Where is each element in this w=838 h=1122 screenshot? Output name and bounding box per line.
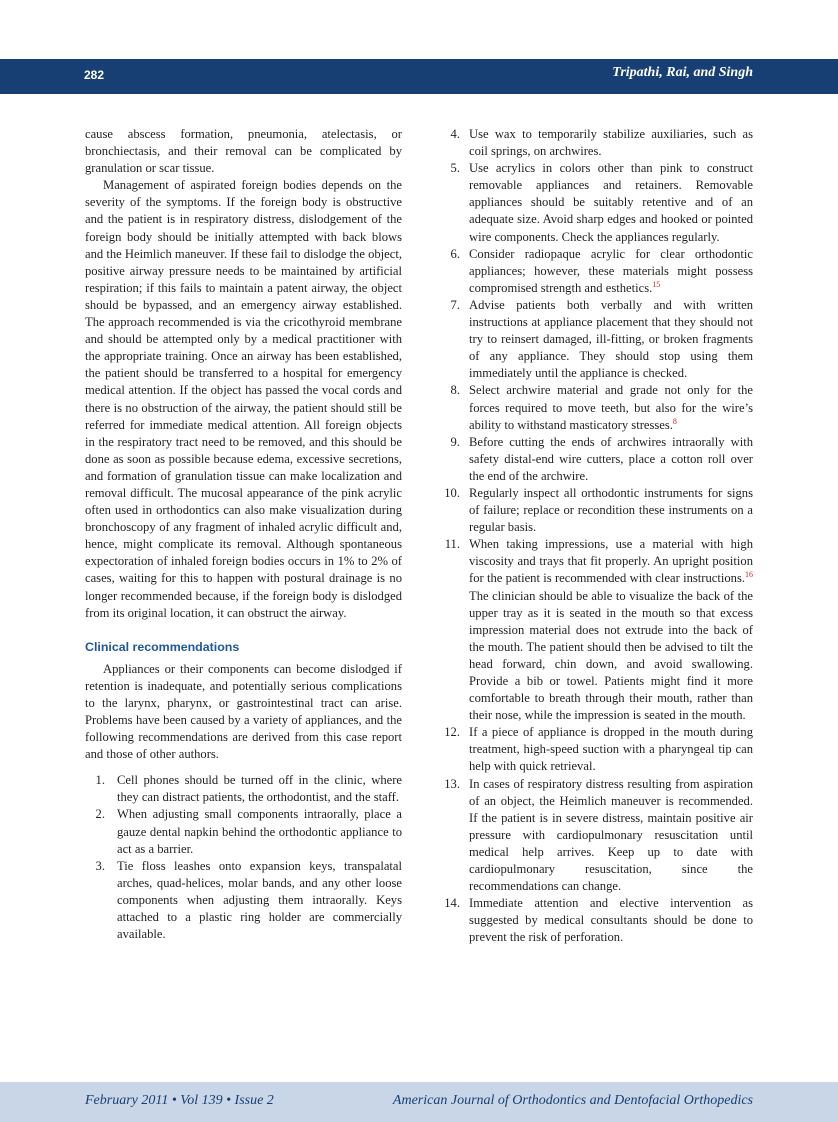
footer-bar xyxy=(0,1082,838,1122)
left-column xyxy=(85,126,402,943)
list-item: 3. Tie floss leashes onto expansion keys, transpalatal arches, quad-helices, molar bands, and any other loose components when adjusting them intraorally. Keys attached to a plastic ring holder are commercially available. xyxy=(95,858,402,942)
list-item: 7. Advise patients both verbally and with written instructions at appliance placement that they should not try to reinsert damaged, ill-fitting, or broken fragments of any appliance. They should stop using them immediately until the appliance is checked. xyxy=(450,297,753,381)
running-head-authors: Tripathi, Rai, and Singh xyxy=(612,65,753,80)
list-item: 6. Consider radiopaque acrylic for clear orthodontic appliances; however, these materials might possess compromised strength and esthetics.$^{15}$ xyxy=(450,246,753,295)
list-item: 12. If a piece of appliance is dropped in the mouth during treatment, high-speed suction with a pharyngeal tip can help with quick retrieval. xyxy=(444,725,753,774)
list-item: 2. When adjusting small components intraorally, place a gauze dental napkin behind the orthodontic appliance to act as a barrier. xyxy=(95,807,402,856)
body-paragraph: cause abscess formation, pneumonia, atelectasis, or bronchiectasis, and their removal can be complicated by granulation or scar tissue. xyxy=(85,127,402,176)
list-item: 8. Select archwire material and grade not only for the forces required to move teeth, but also for the wire’s ability to withstand masticatory stresses.$^8$ xyxy=(450,383,753,432)
section-heading: Clinical recommendations xyxy=(85,639,240,654)
reference-citation[interactable]: 15 xyxy=(652,279,661,289)
list-item: 1. Cell phones should be turned off in the clinic, where they can distract patients, the orthodontist, and the staff. xyxy=(95,773,402,805)
list-item: 5. Use acrylics in colors other than pink to construct removable appliances and retainers. Removable appliances should be suitably retentive and of an adequate size. Avoid sharp edges and hooked or pointed wire components. Check the appliances regularly. xyxy=(450,161,753,244)
page-number: 282 xyxy=(84,68,105,82)
header-bar xyxy=(0,59,838,94)
list-item: 11. When taking impressions, use a material with high viscosity and trays that fit properly. An upright position for the patient is recommended with clear instructions.$^{16}$ The clinician should be able to visualize the back of the upper tray as it is seated in the mouth so that excess impression material does not extrude into the back of the mouth. The patient should then be advised to tilt the head forward, chin down, and avoid swallowing. Provide a bib or towel. Patients might find it more comfortable to breath through their mouth, rather than their nose, while the impression is seated in the mouth. xyxy=(444,537,753,723)
body-paragraph: Appliances or their components can become dislodged if retention is inadequate, and potentially serious complications to the larynx, pharynx, or gastrointestinal tract can arise. Problems have been caused by a variety of appliances, and the following recommendations are derived from this case report and those of other authors. xyxy=(85,661,402,762)
recommendation-list xyxy=(438,126,753,947)
reference-citation[interactable]: 8 xyxy=(672,416,677,426)
right-column xyxy=(438,126,753,947)
list-item: 4. Use wax to temporarily stabilize auxiliaries, such as coil springs, on archwires. xyxy=(450,127,753,159)
list-item: 14. Immediate attention and elective intervention as suggested by medical consultants should be done to prevent the risk of perforation. xyxy=(444,896,753,945)
recommendation-list xyxy=(85,772,402,943)
issue-info: February 2011 • Vol 139 • Issue 2 xyxy=(85,1093,274,1108)
journal-name: American Journal of Orthodontics and Dentofacial Orthopedics xyxy=(392,1093,753,1108)
reference-citation[interactable]: 16 xyxy=(745,570,753,580)
list-item: 13. In cases of respiratory distress resulting from aspiration of an object, the Heimlich maneuver is recommended. If the patient is in severe distress, maintain positive air pressure with cardiopulmonary resuscitation until medical help arrives. Keep up to date with cardiopulmonary resuscitation, since the recommendations can change. xyxy=(444,776,753,894)
list-item: 9. Before cutting the ends of archwires intraorally with safety distal-end wire cutters, place a cotton roll over the end of the archwire. xyxy=(450,434,753,483)
list-item: 10. Regularly inspect all orthodontic instruments for signs of failure; replace or recondition these instruments on a regular basis. xyxy=(444,485,753,535)
body-paragraph: Management of aspirated foreign bodies depends on the severity of the symptoms. If the foreign body is obstructive and the patient is in respiratory distress, dislodgement of the foreign body should be initially attempted with back blows and the Heimlich maneuver. If these fail to dislodge the object, positive airway pressure needs to be maintained by artificial respiration; if this fails to maintain a patent airway, the object should be bypassed, and an emergency airway established. The approach recommended is via the cricothyroid membrane and should be attempted only by a medical practitioner with the appropriate training. Once an airway has been established, the patient should be transferred to a hospital for emergency medical attention. If the object has passed the vocal cords and there is no obstruction of the airway, the patient should still be referred for immediate medical attention. All foreign objects in the respiratory tract need to be removed, and this should be done as soon as possible because edema, excessive secretions, and formation of granulation tissue can make localization and removal difficult. The mucosal appearance of the pink acrylic often used in orthodontics can also make visualization during bronchoscopy of any fragment of inhaled acrylic difficult and, hence, might complicate its removal. Although spontaneous expectoration of inhaled foreign bodies occurs in 1% to 2% of cases, waiting for this to happen with postural drainage is no longer recommended because, if the foreign body is dislodged from its original location, it can obstruct the airway. xyxy=(85,178,402,620)
